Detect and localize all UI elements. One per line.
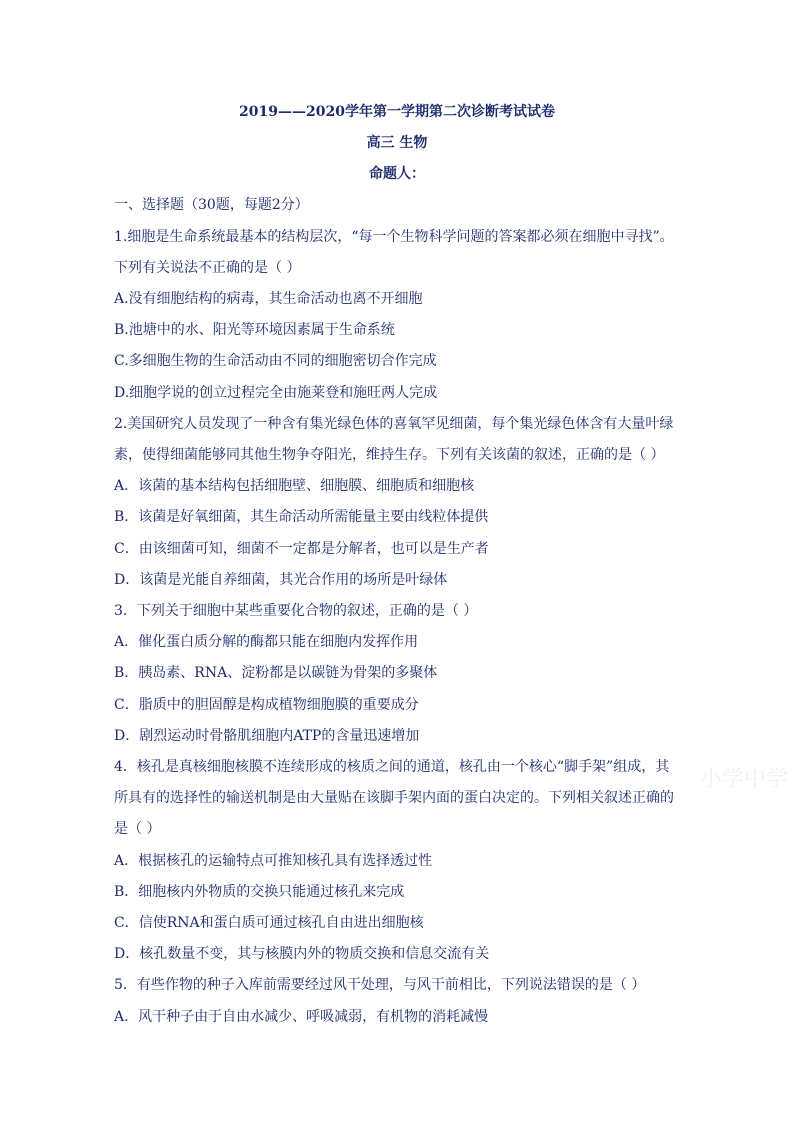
question-2-stem-line-1: 2.美国研究人员发现了一种含有集光绿色体的喜氧罕见细菌，每个集光绿色体含有大量叶绿 bbox=[114, 416, 674, 432]
question-3-option-a: A．催化蛋白质分解的酶都只能在细胞内发挥作用 bbox=[114, 634, 419, 650]
question-1-option-b: B.池塘中的水、阳光等环境因素属于生命系统 bbox=[114, 322, 395, 338]
question-3-option-d: D．剧烈运动时骨骼肌细胞内ATP的含量迅速增加 bbox=[114, 728, 420, 744]
question-4-stem-line-2: 所具有的选择性的输送机制是由大量贴在该脚手架内面的蛋白决定的。下列相关叙述正确的 bbox=[114, 790, 674, 806]
question-3-option-b: B．胰岛素、RNA、淀粉都是以碳链为骨架的多聚体 bbox=[114, 665, 438, 681]
exam-subtitle: 高三 生物 bbox=[366, 135, 428, 151]
question-2-option-a: A．该菌的基本结构包括细胞壁、细胞膜、细胞质和细胞核 bbox=[114, 478, 475, 494]
question-5-stem-line-1: 5．有些作物的种子入库前需要经过风干处理，与风干前相比，下列说法错误的是（ ） bbox=[114, 977, 646, 993]
question-1-option-c: C.多细胞生物的生命活动由不同的细胞密切合作完成 bbox=[114, 353, 437, 369]
watermark: 小学中学 bbox=[700, 767, 789, 792]
question-3-stem-line-1: 3．下列关于细胞中某些重要化合物的叙述，正确的是（ ） bbox=[114, 603, 478, 619]
question-1-stem-line-1: 1.细胞是生命系统最基本的结构层次，“每一个生物科学问题的答案都必须在细胞中寻找”。 bbox=[114, 229, 674, 245]
question-2-option-b: B．该菌是好氧细菌，其生命活动所需能量主要由线粒体提供 bbox=[114, 509, 489, 525]
question-4-option-a: A．根据核孔的运输特点可推知核孔具有选择透过性 bbox=[114, 853, 433, 869]
question-4-option-b: B．细胞核内外物质的交换只能通过核孔来完成 bbox=[114, 884, 405, 900]
question-2-stem-line-2: 素，使得细菌能够同其他生物争夺阳光，维持生存。下列有关该菌的叙述，正确的是（ ） bbox=[114, 447, 665, 463]
question-4-option-d: D．核孔数量不变，其与核膜内外的物质交换和信息交流有关 bbox=[114, 946, 490, 962]
question-4-stem-line-3: 是（ ） bbox=[114, 821, 161, 837]
question-5-option-a: A．风干种子由于自由水减少、呼吸减弱，有机物的消耗减慢 bbox=[114, 1009, 489, 1025]
author-label: 命题人： bbox=[369, 166, 425, 182]
exam-title: 2019——2020学年第一学期第二次诊断考试试卷 bbox=[239, 104, 555, 120]
question-1-option-d: D.细胞学说的创立过程完全由施莱登和施旺两人完成 bbox=[114, 385, 438, 401]
question-4-option-c: C．信使RNA和蛋白质可通过核孔自由进出细胞核 bbox=[114, 915, 424, 931]
question-2-option-c: C．由该细菌可知，细菌不一定都是分解者，也可以是生产者 bbox=[114, 541, 489, 557]
question-2-option-d: D．该菌是光能自养细菌，其光合作用的场所是叶绿体 bbox=[114, 572, 448, 588]
question-1-option-a: A.没有细胞结构的病毒，其生命活动也离不开细胞 bbox=[114, 291, 423, 307]
question-3-option-c: C．脂质中的胆固醇是构成植物细胞膜的重要成分 bbox=[114, 697, 419, 713]
question-4-stem-line-1: 4．核孔是真核细胞核膜不连续形成的核质之间的通道，核孔由一个核心“脚手架”组成，其 bbox=[114, 759, 670, 775]
question-1-stem-line-2: 下列有关说法不正确的是（ ） bbox=[114, 260, 301, 276]
section-heading: 一、选择题（30题，每题2分） bbox=[114, 197, 309, 213]
